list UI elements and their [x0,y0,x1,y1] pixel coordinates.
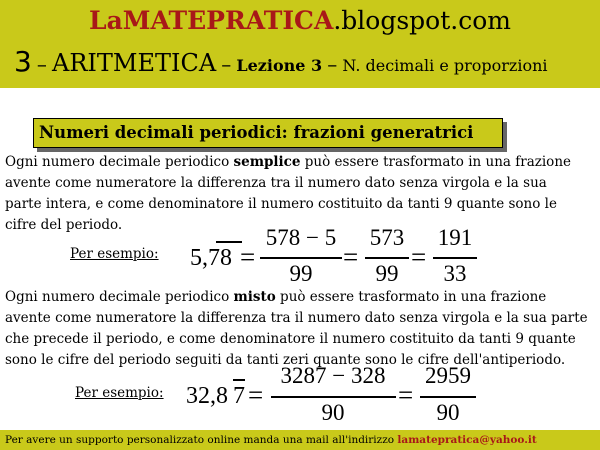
section-title: Numeri decimali periodici: frazioni generatrici [39,123,474,142]
footer [0,430,600,450]
paragraph-line: avente come numeratore la differenza tra il numero dato senza virgola e la sua parte [5,310,588,326]
numerator: 2959 [425,363,471,388]
fraction-bar [260,257,342,259]
fraction-bar [271,396,396,398]
equals-sign: = [411,242,427,272]
subject-title: ARITMETICA [52,49,217,77]
paragraph-line: parte intera, e come denominatore il numero costituito da tanti 9 quante sono le [5,196,557,212]
numerator: 191 [437,225,473,250]
period-bar [233,379,245,381]
period-bar [216,241,242,243]
text: Ogni numero decimale periodico [5,289,234,305]
separator: – [36,52,47,76]
separator: – [327,52,338,76]
numerator: 3287 − 328 [280,363,386,388]
paragraph-line: cifre del periodo. [5,217,123,233]
footer-email-link[interactable]: lamatepratica@yahoo.it [397,434,537,446]
decimal-number: 32,8 [186,383,228,409]
keyword-semplice: semplice [233,154,301,170]
lesson-topic: N. decimali e proporzioni [342,56,548,75]
numerator: 573 [369,225,405,250]
fraction-bar [420,396,476,398]
formula-mixed [186,364,486,430]
period-digit: 7 [233,383,245,409]
paragraph-simple [5,152,597,236]
text: Ogni numero decimale periodico [5,154,234,170]
text: può essere trasformato in una frazione [300,154,571,170]
header [0,0,600,88]
fraction-bar [365,257,409,259]
numerator: 578 − 5 [265,225,337,250]
example-label: Per esempio: [75,385,164,401]
denominator: 33 [443,261,467,286]
denominator: 90 [436,400,460,425]
chapter-number: 3 [14,45,32,78]
equals-sign: = [240,242,256,272]
lesson-label: Lezione 3 [236,56,323,75]
equals-sign: = [398,380,414,410]
denominator: 99 [289,261,313,286]
equals-sign: = [343,242,359,272]
paragraph-line [5,152,597,173]
paragraph-line: che precede il periodo, e come denominatore il numero costituito da tanti 9 quante [5,331,576,347]
site-title [0,6,600,36]
denominator: 99 [375,261,399,286]
site-brand: LaMATEPRATICA [89,6,334,35]
site-domain: .blogspot.com [333,6,511,35]
paragraph-line: sono le cifre del periodo seguiti da tanti zeri quante sono le cifre dell'antiperiodo. [5,352,566,368]
denominator: 90 [321,400,345,425]
paragraph-mixed [5,287,597,371]
example-label: Per esempio: [70,246,159,262]
lesson-heading [14,46,600,82]
decimal-number: 5,78 [190,245,232,271]
formula-simple [190,226,480,290]
paragraph-line [5,287,597,308]
footer-text: Per avere un supporto personalizzato online manda una mail all'indirizzo [5,434,398,446]
paragraph-line: avente come numeratore la differenza tra il numero dato senza virgola e la sua [5,175,547,191]
text: può essere trasformato in una frazione [275,289,547,305]
keyword-misto: misto [233,289,276,305]
separator: – [221,52,232,76]
section-title-box [33,118,503,148]
equals-sign: = [248,380,264,410]
fraction-bar [433,257,477,259]
